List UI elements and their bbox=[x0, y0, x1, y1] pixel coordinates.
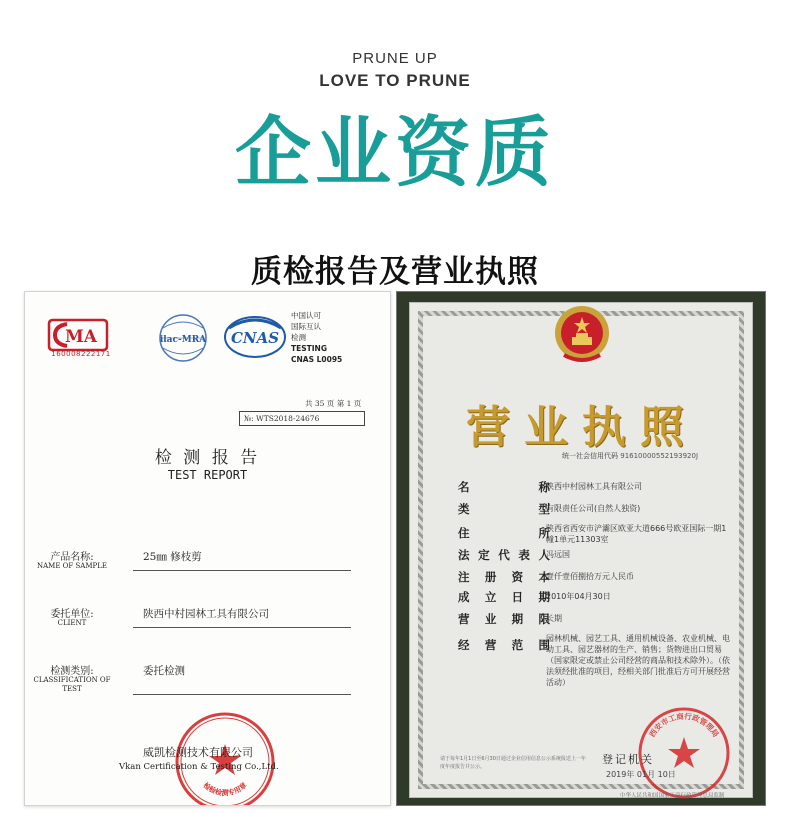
cert-line: 检测 bbox=[291, 333, 306, 342]
page-title: 企业资质 bbox=[235, 108, 555, 197]
row-value: 陕西中村园林工具有限公司 bbox=[546, 482, 642, 491]
business-license-frame bbox=[396, 291, 766, 806]
national-emblem-icon bbox=[550, 303, 614, 365]
field-label-cn: 委托单位: bbox=[50, 609, 94, 620]
registration-authority: 登记机关 bbox=[602, 753, 654, 766]
brand-title: LOVE TO PRUNE bbox=[319, 71, 471, 90]
report-title-cn: 检 测 报 告 bbox=[154, 448, 261, 468]
credit-code-line bbox=[562, 451, 698, 461]
cert-line: 国际互认 bbox=[291, 322, 321, 331]
svg-text:西安市工商行政管理局 bbox=[647, 711, 721, 739]
report-number: №: WTS2018-24676 bbox=[239, 411, 365, 426]
ilac-label: ilac-MRA bbox=[159, 335, 207, 345]
row-value: 长期 bbox=[546, 614, 562, 623]
field-value: 陕西中村园林工具有限公司 bbox=[143, 608, 269, 620]
row-value: 有限责任公司(自然人独资) bbox=[546, 504, 641, 513]
brand-subtitle: PRUNE UP bbox=[352, 50, 438, 67]
divider bbox=[133, 694, 351, 695]
field-label-cn: 产品名称: bbox=[50, 552, 94, 563]
row-value: 冯远国 bbox=[546, 550, 570, 559]
row-label: 名称 bbox=[458, 480, 550, 494]
accreditation-lines bbox=[291, 310, 342, 365]
svg-text:检验检测专用章 bbox=[202, 781, 249, 798]
cert-line: 中国认可 bbox=[291, 311, 321, 320]
row-label: 成立日期 bbox=[458, 590, 550, 604]
report-title-en: TEST REPORT bbox=[167, 468, 248, 482]
ilac-mra-logo-icon bbox=[153, 312, 213, 364]
business-license-document bbox=[409, 302, 753, 798]
row-label: 类型 bbox=[458, 502, 550, 516]
cnas-logo-icon bbox=[223, 314, 287, 360]
field-label-en: CLASSIFICATION OF TEST bbox=[33, 676, 111, 693]
field-value: 25㎜ 修枝剪 bbox=[143, 551, 202, 563]
row-value: 陕西省西安市浐灞区欧亚大道666号欧亚国际一期1幢1单元11303室 bbox=[546, 524, 727, 544]
supervisor-note: 中华人民共和国国家工商行政管理总局监制 bbox=[620, 793, 725, 799]
page-info: 共 35 页 第 1 页 bbox=[305, 399, 362, 408]
row-label: 法定代表人 bbox=[458, 548, 550, 562]
credit-code-label: 统一社会信用代码 bbox=[562, 452, 618, 460]
row-label: 营业期限 bbox=[458, 612, 550, 626]
test-report-document bbox=[24, 291, 391, 806]
license-title: 营业执照 bbox=[466, 402, 698, 453]
credit-code-value: 91610000552193920J bbox=[620, 452, 699, 460]
section-title: 质检报告及营业执照 bbox=[251, 254, 539, 290]
ma-mark-text: MA bbox=[64, 327, 98, 347]
row-label: 注册资本 bbox=[458, 570, 550, 584]
row-value: 园林机械、园艺工具、通用机械设备、农业机械、电动工具、园艺器材的生产、销售；货物进出口贸易（国家限定或禁止公司经营的商品和技术除外）。（依法须经批准的项目，经相关部门批准后方可开展经营活动） bbox=[546, 634, 730, 687]
field-label-en: NAME OF SAMPLE bbox=[37, 562, 107, 570]
field-label-cn: 检测类别: bbox=[50, 666, 94, 677]
row-value: 2010年04月30日 bbox=[546, 592, 611, 601]
license-stamp-text: 西安市工商行政管理局 bbox=[647, 711, 721, 739]
cert-line: CNAS L0095 bbox=[291, 355, 343, 364]
row-label: 住所 bbox=[458, 526, 550, 540]
registration-date: 2019年 01月 10日 bbox=[606, 770, 676, 779]
row-value: 壹仟壹佰捌拾万元人民币 bbox=[546, 572, 634, 581]
cert-line: TESTING bbox=[291, 344, 327, 353]
issuer-name-en: Vkan Certification & Testing Co.,Ltd. bbox=[119, 762, 279, 772]
field-value: 委托检测 bbox=[143, 665, 185, 677]
license-footnote: 请于每年1月1日至6月30日通过企业信用信息公示系统报送上一年度年度报告并公示。 bbox=[440, 756, 586, 770]
row-label: 经营范围 bbox=[458, 638, 550, 652]
cma-code: 160008222171 bbox=[51, 350, 111, 358]
divider bbox=[133, 627, 351, 628]
cnas-label: CNAS bbox=[230, 329, 280, 347]
divider bbox=[133, 570, 351, 571]
issuer-name-cn: 威凯检测技术有限公司 bbox=[143, 746, 253, 759]
stamp-text: 检验检测专用章 bbox=[201, 780, 249, 798]
field-label-en: CLIENT bbox=[57, 619, 87, 627]
